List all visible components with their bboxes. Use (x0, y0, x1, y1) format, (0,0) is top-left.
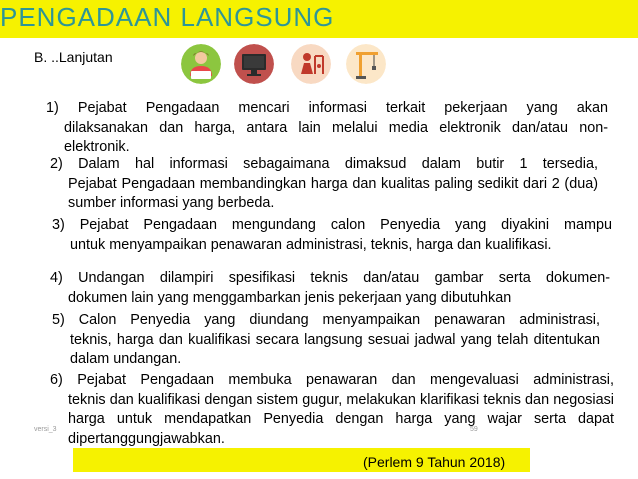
list-item-2 (50, 155, 598, 214)
item-1-first-line: 1) Pejabat Pengadaan mencari informasi terkait pekerjaan yang akan (46, 100, 608, 116)
list-item-3 (52, 216, 612, 255)
item-1-continuation: dilaksanakan dan harga, antara lain melalui media elektronik dan/atau non-elektronik. (64, 119, 608, 155)
version-label: versi_3 (34, 426, 57, 433)
item-6-continuation: teknis dan kualifikasi dengan sistem gugur, melakukan klarifikasi teknis dan negosiasi harga untuk mendapatkan Penyedia dengan harga yang wajar serta dapat dipertanggungjawabkan. (68, 391, 614, 447)
construction-crane-icon (346, 44, 386, 84)
section-subheading: B. ..Lanjutan (34, 49, 113, 65)
item-3-first-line: 3) Pejabat Pengadaan mengundang calon Penyedia yang diyakini mampu (52, 217, 612, 233)
item-4-continuation: dokumen lain yang menggambarkan jenis pekerjaan yang dibutuhkan (68, 289, 512, 306)
worker-tools-icon (291, 44, 331, 84)
page-title: PENGADAAN LANGSUNG (0, 2, 335, 32)
computer-monitor-icon (234, 44, 274, 84)
item-4-first-line: 4) Undangan dilampiri spesifikasi teknis dan/atau gambar serta dokumen- (50, 270, 610, 286)
item-5-first-line: 5) Calon Penyedia yang diundang menyampaikan penawaran administrasi, (52, 312, 600, 328)
item-6-first-line: 6) Pejabat Pengadaan membuka penawaran dan mengevaluasi administrasi, (50, 372, 614, 388)
list-item-1 (46, 99, 608, 158)
list-item-4 (50, 269, 610, 308)
page-number: 59 (470, 426, 478, 433)
item-3-continuation: untuk menyampaikan penawaran administrasi, teknis, harga dan kualifikasi. (70, 236, 552, 253)
item-5-continuation: teknis, harga dan kualifikasi secara langsung sesuai jadwal yang telah ditentukan dalam undangan. (70, 331, 600, 367)
list-item-6 (50, 371, 614, 449)
item-2-first-line: 2) Dalam hal informasi sebagaimana dimaksud dalam butir 1 tersedia, (50, 156, 598, 172)
list-item-5 (52, 311, 600, 370)
person-at-laptop-icon (181, 44, 221, 84)
item-2-continuation: Pejabat Pengadaan membandingkan harga dan kualitas paling sedikit dari 2 (dua) sumber informasi yang berbeda. (68, 175, 598, 211)
regulation-reference: (Perlem 9 Tahun 2018) (363, 454, 506, 470)
